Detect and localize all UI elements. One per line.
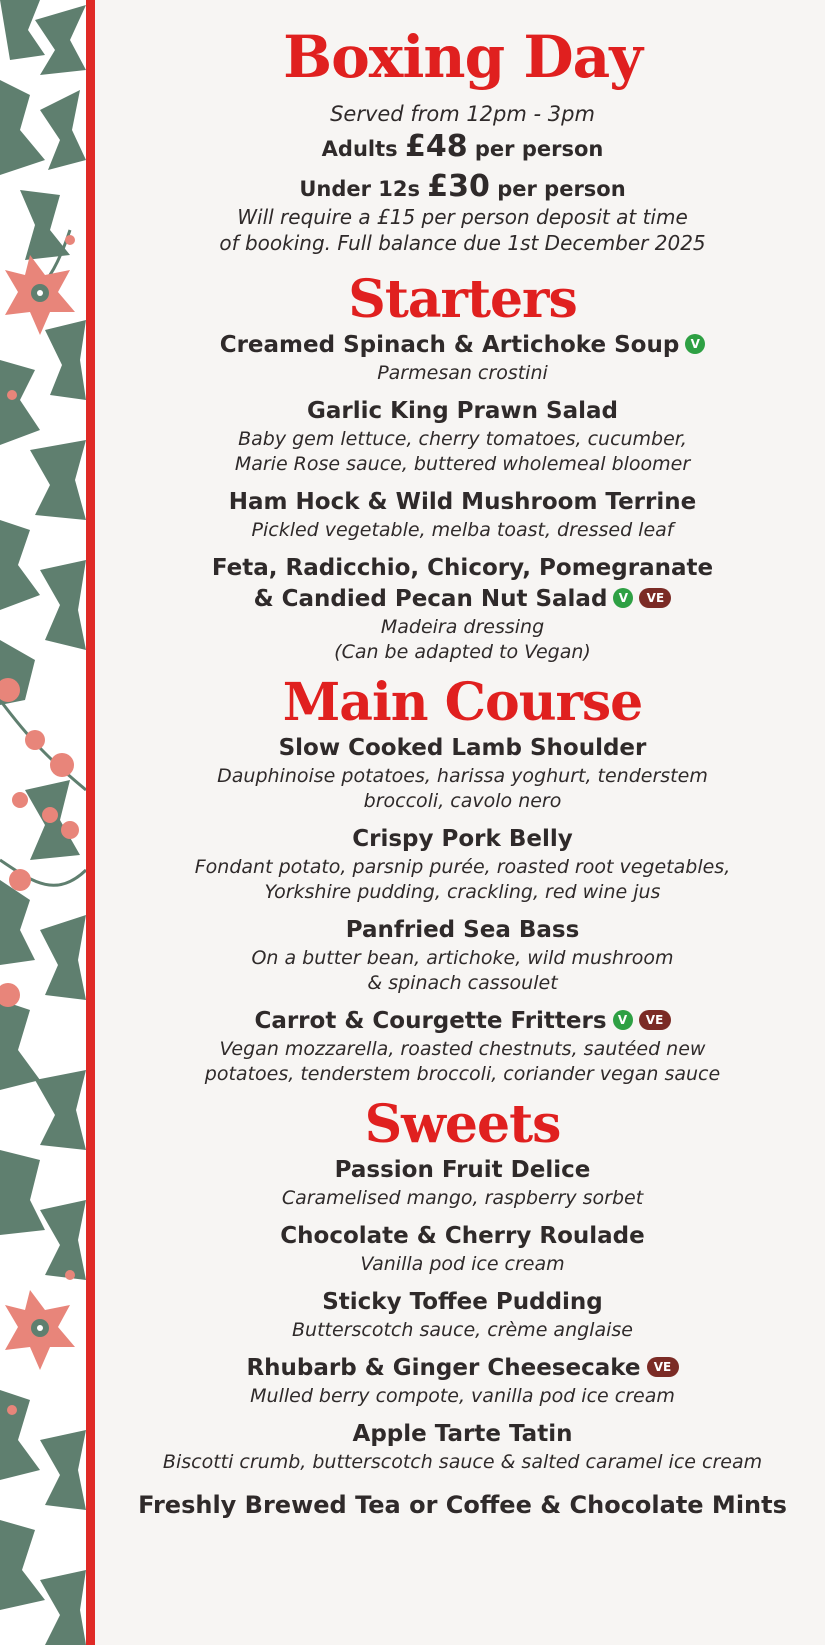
section-title-starters: Starters <box>348 269 577 330</box>
item-description: Dauphinoise potatoes, harissa yoghurt, tenderstem <box>217 765 708 787</box>
item-description: On a butter bean, artichoke, wild mushroom <box>251 947 674 969</box>
item-name: Ham Hock & Wild Mushroom Terrine <box>228 489 697 515</box>
item-name: Panfried Sea Bass <box>345 917 580 943</box>
item-description: Baby gem lettuce, cherry tomatoes, cucumber, <box>238 428 687 450</box>
menu-item <box>100 1006 825 1087</box>
menu-title: Boxing Day <box>283 23 642 91</box>
item-name: Creamed Spinach & Artichoke Soup V <box>100 330 825 361</box>
vegetarian-badge-icon: V <box>613 588 633 608</box>
item-description: Butterscotch sauce, crème anglaise <box>292 1319 633 1341</box>
menu-item <box>100 915 825 996</box>
menu-item <box>100 1419 825 1475</box>
menu-item <box>100 487 825 543</box>
section-title-main-course: Main Course <box>282 672 643 733</box>
vegan-badge-icon: VE <box>647 1357 679 1377</box>
holly-border-decoration <box>0 0 86 1645</box>
item-description: Biscotti crumb, butterscotch sauce & salted caramel ice cream <box>162 1451 763 1473</box>
menu-item <box>100 396 825 477</box>
menu-footer: Freshly Brewed Tea or Coffee & Chocolate Mints <box>138 1491 787 1519</box>
item-description: Marie Rose sauce, buttered wholemeal bloomer <box>234 453 691 475</box>
menu-item <box>100 330 825 386</box>
menu-item <box>100 1287 825 1343</box>
child-price <box>100 168 825 208</box>
item-name: Garlic King Prawn Salad <box>306 398 618 424</box>
menu-item <box>100 1221 825 1277</box>
item-name: Apple Tarte Tatin <box>352 1421 573 1447</box>
item-description: Pickled vegetable, melba toast, dressed leaf <box>251 519 674 541</box>
item-description: (Can be adapted to Vegan) <box>334 641 591 663</box>
child-suffix: per person <box>497 177 626 201</box>
menu-item <box>100 733 825 814</box>
adult-suffix: per person <box>474 137 604 161</box>
vegetarian-badge-icon: V <box>613 1010 633 1030</box>
item-description: Vanilla pod ice cream <box>360 1253 565 1275</box>
vegan-badge-icon: VE <box>639 588 671 608</box>
menu-content <box>100 0 825 1645</box>
menu-item <box>100 824 825 905</box>
item-name: Chocolate & Cherry Roulade <box>280 1223 645 1249</box>
item-description: Parmesan crostini <box>377 362 548 384</box>
child-label: Under 12s <box>299 177 420 201</box>
item-description: Vegan mozzarella, roasted chestnuts, sautéed new <box>219 1038 706 1060</box>
item-description: Caramelised mango, raspberry sorbet <box>281 1187 644 1209</box>
vegetarian-badge-icon: V <box>685 334 705 354</box>
adult-label: Adults <box>321 137 398 161</box>
child-amount: £30 <box>427 169 490 204</box>
section-title-sweets: Sweets <box>364 1094 561 1155</box>
item-name: Rhubarb & Ginger Cheesecake VE <box>100 1353 825 1384</box>
item-name: Slow Cooked Lamb Shoulder <box>278 735 647 761</box>
deposit-note <box>100 204 825 256</box>
item-description: potatoes, tenderstem broccoli, coriander vegan sauce <box>204 1063 721 1085</box>
deposit-line: of booking. Full balance due 1st December 2025 <box>219 231 706 255</box>
item-name: Passion Fruit Delice <box>334 1157 591 1183</box>
item-name: Carrot & Courgette Fritters V VE <box>100 1006 825 1037</box>
item-description: Yorkshire pudding, crackling, red wine jus <box>264 881 661 903</box>
vegan-badge-icon: VE <box>639 1010 671 1030</box>
adult-amount: £48 <box>404 129 468 164</box>
deposit-line: Will require a £15 per person deposit at time <box>237 205 688 229</box>
item-description: & spinach cassoulet <box>367 972 558 994</box>
item-name: Crispy Pork Belly <box>352 826 573 852</box>
serving-hours: Served from 12pm - 3pm <box>330 102 595 126</box>
red-border-rule <box>86 0 95 1645</box>
item-name: & Candied Pecan Nut Salad V VE <box>100 584 825 615</box>
item-description: broccoli, cavolo nero <box>363 790 562 812</box>
item-description: Fondant potato, parsnip purée, roasted root vegetables, <box>194 856 731 878</box>
item-name: Sticky Toffee Pudding <box>322 1289 603 1315</box>
menu-item <box>100 553 825 665</box>
item-name: Feta, Radicchio, Chicory, Pomegranate <box>211 555 714 581</box>
item-description: Madeira dressing <box>380 616 545 638</box>
item-description: Mulled berry compote, vanilla pod ice cream <box>250 1385 675 1407</box>
menu-item <box>100 1155 825 1211</box>
menu-item <box>100 1353 825 1409</box>
adult-price <box>100 128 825 168</box>
